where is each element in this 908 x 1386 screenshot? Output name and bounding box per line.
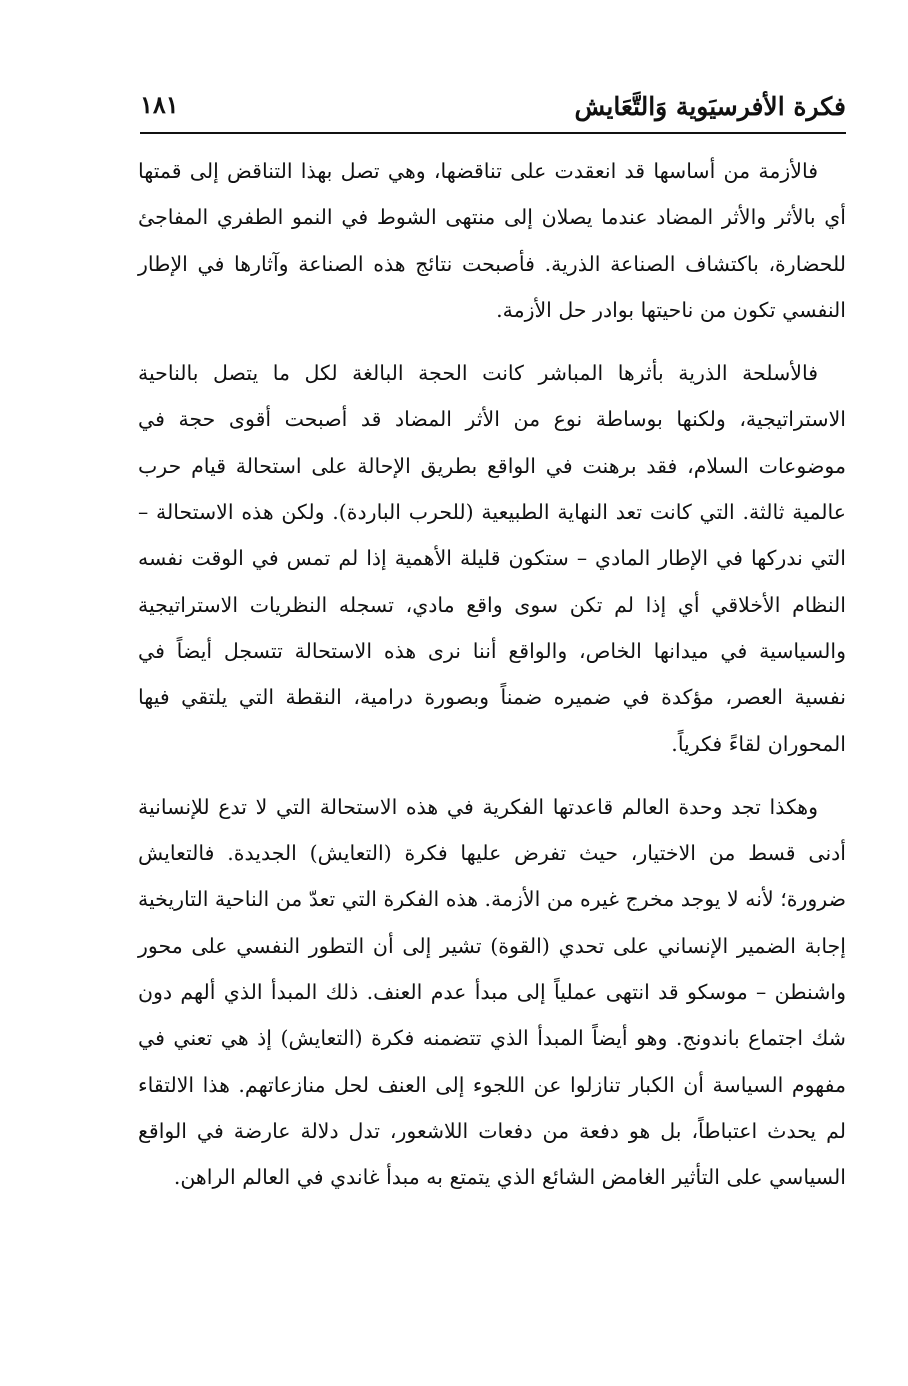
paragraph-2 [138, 350, 846, 767]
paragraph-3 [138, 784, 846, 1201]
paragraph-1 [138, 148, 846, 333]
paragraph-1-text: فالأزمة من أساسها قد انعقدت على تناقضها، وهي تصل بهذا التناقض إلى قمتها أي بالأثر والأثر المضاد عندما يصلان إلى منتهى الشوط في النمو الطفري المفاجئ للحضارة، باكتشاف الصناعة الذرية. فأصبحت نتائج هذه الصناعة وآثارها في الإطار النفسي تكون من ناحيتها بوادر حل الأزمة. [138, 159, 846, 322]
page-header [140, 88, 846, 134]
running-title: فكرة الأفرسيَوية وَالتَّعَايش [574, 92, 846, 121]
paragraph-2-text: فالأسلحة الذرية بأثرها المباشر كانت الحجة البالغة لكل ما يتصل بالناحية الاستراتيجية، ولكنها بوساطة نوع من الأثر المضاد قد أصبحت أقوى حجة في موضوعات السلام، فقد برهنت في الواقع بطريق الإحالة على استحالة قيام حرب عالمية ثالثة. التي كانت تعد النهاية الطبيعية (للحرب الباردة). ولكن هذه الاستحالة – التي ندركها في الإطار المادي – ستكون قليلة الأهمية إذا لم تمس في الوقت نفسه النظام الأخلاقي أي إذا لم تكن سوى واقع مادي، تسجله النظريات الاستراتيجية والسياسية في ميدانها الخاص، والواقع أننا نرى هذه الاستحالة تتسجل أيضاً في نفسية العصر، مؤكدة في ضميره ضمناً وبصورة درامية، النقطة التي يلتقي فيها المحوران لقاءً فكرياً. [138, 361, 846, 756]
page-number: ١٨١ [140, 90, 179, 119]
paragraph-3-text: وهكذا تجد وحدة العالم قاعدتها الفكرية في هذه الاستحالة التي لا تدع للإنسانية أدنى قسط من الاختيار، حيث تفرض عليها فكرة (التعايش) الجديدة. فالتعايش ضرورة؛ لأنه لا يوجد مخرج غيره من الأزمة. هذه الفكرة التي تعدّ من الناحية التاريخية إجابة الضمير الإنساني على تحدي (القوة) تشير إلى أن التطور النفسي على محور واشنطن – موسكو قد انتهى عملياً إلى مبدأ عدم العنف. ذلك المبدأ الذي ألهم دون شك اجتماع باندونج. وهو أيضاً المبدأ الذي تتضمنه فكرة (التعايش) إذ هي تعني في مفهوم السياسة أن الكبار تنازلوا عن اللجوء إلى العنف لحل منازعاتهم. هذا الالتقاء لم يحدث اعتباطاً، بل هو دفعة من دفعات اللاشعور، تدل دلالة عارضة في الواقع السياسي على التأثير الغامض الشائع الذي يتمتع به مبدأ غاندي في العالم الراهن. [138, 794, 846, 1190]
body-text [138, 148, 846, 1201]
